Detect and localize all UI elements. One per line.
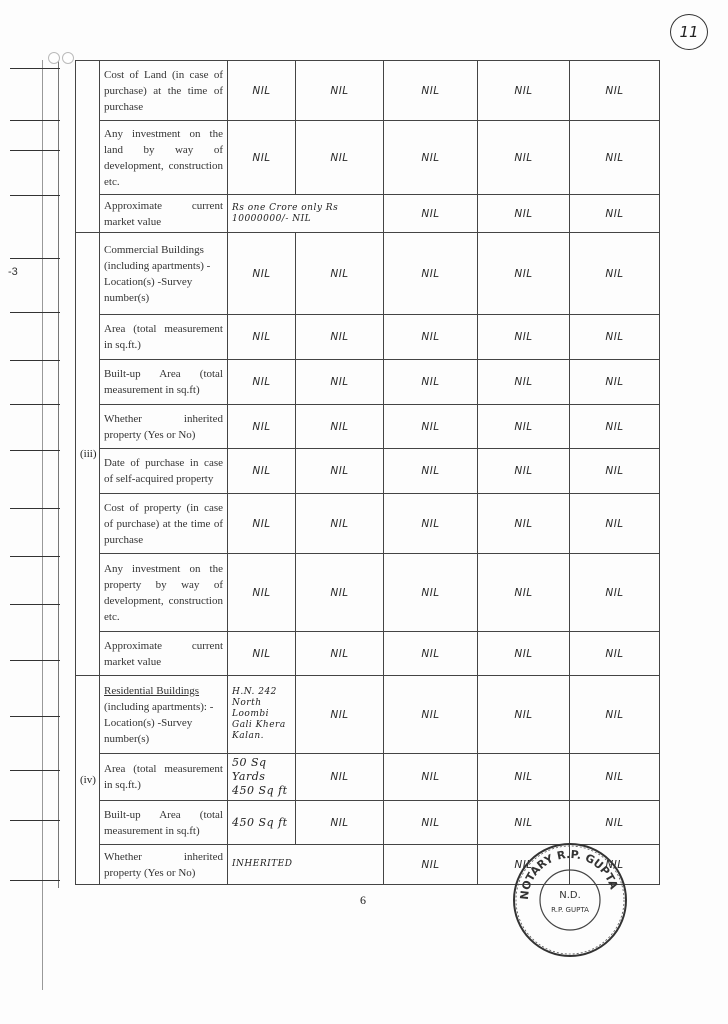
cell-value: NIL [478, 195, 570, 233]
cell-value: NIL [228, 360, 296, 405]
cell-value: NIL [384, 676, 478, 754]
cell-value: NIL [478, 360, 570, 405]
row-label: Whether inherited property (Yes or No) [100, 845, 228, 885]
cell-value: NIL [570, 61, 660, 121]
cell-value: NIL [228, 315, 296, 360]
cell-value: NIL [384, 754, 478, 801]
cell-value: NIL [296, 449, 384, 494]
cell-value: NIL [478, 801, 570, 845]
page-edge-mark [10, 556, 60, 557]
handwritten-value: INHERITED [232, 859, 293, 869]
page-edge-mark [10, 312, 60, 313]
row-label: (including apartments): -Location(s) -Survey number(s) [104, 700, 214, 745]
table-row [76, 632, 660, 676]
cell-value: NIL [384, 554, 478, 632]
row-label-group [100, 676, 228, 754]
cell-value: NIL [570, 195, 660, 233]
row-label: Approximate current market value [100, 632, 228, 676]
page-edge-mark [10, 68, 60, 69]
table-row [76, 554, 660, 632]
table-row [76, 121, 660, 195]
cell-value: NIL [228, 233, 296, 315]
cell-value: NIL [384, 449, 478, 494]
page-edge-mark [10, 820, 60, 821]
stamp-center-text: N.D. [559, 890, 581, 901]
row-label: Commercial Buildings (including apartments) -Location(s) -Survey number(s) [100, 233, 228, 315]
page-edge-mark [10, 604, 60, 605]
table-row [76, 315, 660, 360]
cell-value: NIL [570, 554, 660, 632]
table-row [76, 494, 660, 554]
section-number [76, 61, 100, 233]
cell-value: NIL [296, 61, 384, 121]
page-edge-mark [10, 120, 60, 121]
table-row [76, 801, 660, 845]
cell-value: NIL [384, 121, 478, 195]
table-row [76, 360, 660, 405]
page-edge-mark [10, 360, 60, 361]
cell-value: NIL [384, 360, 478, 405]
table-row [76, 61, 660, 121]
cell-value: NIL [478, 632, 570, 676]
cell-value: NIL [570, 405, 660, 449]
table-row [76, 405, 660, 449]
page-edge-mark [10, 150, 60, 151]
row-label: Any investment on the property by way of development, construction etc. [100, 554, 228, 632]
cell-value: NIL [228, 449, 296, 494]
page-edge-mark [10, 660, 60, 661]
row-label: Area (total measurement in sq.ft.) [100, 315, 228, 360]
cell-value: NIL [384, 845, 478, 885]
cell-value: NIL [570, 801, 660, 845]
row-label: Cost of property (in case of purchase) at the time of purchase [100, 494, 228, 554]
cell-value: NIL [384, 61, 478, 121]
section-number: (iv) [76, 676, 100, 885]
page-edge-mark [10, 770, 60, 771]
handwritten-value: 50 Sq Yards 450 Sq ft [232, 756, 288, 797]
cell-value: NIL [478, 315, 570, 360]
page-edge-mark [10, 258, 60, 259]
cell-value: NIL [478, 554, 570, 632]
cell-value: NIL [296, 315, 384, 360]
cell-value: NIL [296, 360, 384, 405]
stamp-reg-text: R.P. GUPTA [551, 906, 589, 914]
cell-value: NIL [296, 676, 384, 754]
cell-value: NIL [570, 233, 660, 315]
cell-value: NIL [296, 632, 384, 676]
builtup-handwritten [228, 801, 296, 845]
row-label: Cost of Land (in case of purchase) at the time of purchase [100, 61, 228, 121]
handwritten-value: 450 Sq ft [232, 815, 288, 829]
cell-value: NIL [478, 121, 570, 195]
notary-stamp [510, 840, 630, 960]
page-edge-mark [10, 880, 60, 881]
cell-value: NIL [384, 494, 478, 554]
section-number: (iii) [76, 233, 100, 676]
row-label: Area (total measurement in sq.ft.) [100, 754, 228, 801]
row-label: Approximate current market value [100, 195, 228, 233]
table-row [76, 195, 660, 233]
table-row [76, 754, 660, 801]
cell-value: NIL [570, 360, 660, 405]
cell-value: NIL [228, 121, 296, 195]
cell-value: NIL [228, 494, 296, 554]
row-label: Built-up Area (total measurement in sq.ft) [100, 360, 228, 405]
row-label: Any investment on the land by way of development, construction etc. [100, 121, 228, 195]
cell-value: NIL [478, 494, 570, 554]
cell-value: NIL [296, 801, 384, 845]
stamp-text: NOTARY R.P. GUPTA [517, 847, 621, 901]
cell-value: NIL [296, 754, 384, 801]
table-row [76, 449, 660, 494]
page-edge-mark [10, 450, 60, 451]
page-edge-line [42, 60, 43, 990]
cell-value: NIL [384, 315, 478, 360]
inherited-handwritten [228, 845, 384, 885]
punch-hole [48, 52, 60, 64]
cell-value: NIL [296, 554, 384, 632]
table-row [76, 676, 660, 754]
cell-value: NIL [570, 845, 660, 885]
cell-value: NIL [478, 845, 570, 885]
cell-value: NIL [478, 676, 570, 754]
cell-value: NIL [228, 632, 296, 676]
cell-value: NIL [478, 449, 570, 494]
cell-value: NIL [228, 554, 296, 632]
cell-value: NIL [478, 754, 570, 801]
page-number: 6 [360, 893, 366, 907]
cell-value: NIL [478, 233, 570, 315]
cell-value: NIL [384, 632, 478, 676]
cell-value: NIL [570, 449, 660, 494]
cell-value: NIL [384, 233, 478, 315]
location-handwritten [228, 676, 296, 754]
page-edge-mark [10, 195, 60, 196]
cell-value: NIL [478, 405, 570, 449]
cell-value: NIL [570, 632, 660, 676]
section-heading: Residential Buildings [104, 684, 200, 697]
cell-value: NIL [570, 754, 660, 801]
cell-value: NIL [384, 801, 478, 845]
page-edge-mark [10, 508, 60, 509]
cell-value: NIL [228, 61, 296, 121]
cell-value: NIL [384, 405, 478, 449]
cell-value: NIL [228, 405, 296, 449]
side-number: -3 [8, 266, 18, 278]
handwritten-value: H.N. 242 North Loombi Gali Khera Kalan. [232, 687, 286, 741]
row-label: Built-up Area (total measurement in sq.ft) [100, 801, 228, 845]
cell-value: NIL [296, 233, 384, 315]
cell-value: NIL [296, 405, 384, 449]
cell-value: NIL [570, 315, 660, 360]
cell-value: NIL [570, 121, 660, 195]
cell-value: NIL [478, 61, 570, 121]
cell-value: NIL [570, 676, 660, 754]
cell-value: NIL [570, 494, 660, 554]
cell-value: NIL [296, 121, 384, 195]
market-value-handwritten [228, 195, 384, 233]
punch-hole [62, 52, 74, 64]
row-label: Whether inherited property (Yes or No) [100, 405, 228, 449]
page-edge-line [58, 58, 59, 888]
row-label: Date of purchase in case of self-acquired property [100, 449, 228, 494]
cell-value: NIL [384, 195, 478, 233]
cell-value: NIL [296, 494, 384, 554]
area-handwritten [228, 754, 296, 801]
handwritten-value: Rs one Crore only Rs 10000000/- NIL [232, 202, 339, 224]
page-edge-mark [10, 716, 60, 717]
table-row [76, 233, 660, 315]
page-mark-circle: 11 [670, 14, 708, 50]
asset-declaration-table [75, 60, 660, 885]
page-edge-mark [10, 404, 60, 405]
